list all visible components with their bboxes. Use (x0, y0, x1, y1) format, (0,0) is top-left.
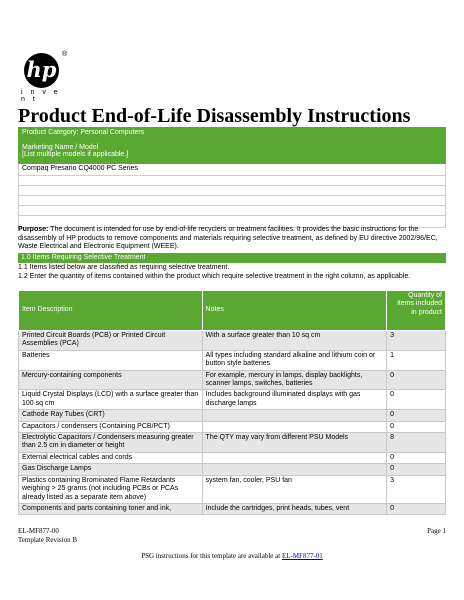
item-quantity: 0 (387, 452, 446, 463)
table-row (19, 370, 446, 390)
section-line-1: 1.1 Items listed below are classified as requiring selective treatment. (18, 264, 230, 271)
item-notes: With a surface greater than 10 sq cm (202, 331, 387, 351)
item-notes (202, 421, 387, 432)
item-quantity: 0 (387, 421, 446, 432)
items-table (18, 290, 446, 515)
hp-logo-tagline: i n v e n t (21, 89, 61, 103)
item-description: Gas Discharge Lamps (19, 464, 203, 475)
item-description: Batteries (19, 350, 203, 370)
table-row (19, 452, 446, 463)
table-row (19, 331, 446, 351)
column-header-description: Item Description (19, 291, 203, 331)
marketing-name-sublabel: [List multiple models if applicable.] (22, 151, 129, 158)
item-description: Liquid Crystal Displays (LCD) with a surface greater than 100 sq cm (19, 390, 203, 410)
table-row (19, 421, 446, 432)
column-header-quantity: Quantity of items included in product (387, 291, 446, 331)
item-description: Cathode Ray Tubes (CRT) (19, 410, 203, 421)
empty-model-row (19, 186, 446, 196)
empty-model-row (19, 176, 446, 186)
footer-psg-note (0, 552, 464, 560)
column-header-notes: Notes (202, 291, 387, 331)
item-description: Capacitors / condensers (Containing PCB/PCT) (19, 421, 203, 432)
table-row (19, 503, 446, 514)
table-row (19, 350, 446, 370)
model-name: Compaq Presario CQ4000 PC Series (22, 165, 138, 172)
section-line-2: 1.2 Enter the quantity of items contained within the product which require selective treatment in the right column, as applicable. (18, 272, 411, 280)
section-intro (18, 264, 446, 281)
product-info-table (18, 127, 446, 228)
item-notes: Includes background illuminated displays with gas discharge lamps (202, 390, 387, 410)
marketing-name-label: Marketing Name / Model (22, 144, 99, 151)
footer-psg-text: PSG instructions for this template are available at (141, 552, 282, 560)
item-quantity: 0 (387, 503, 446, 514)
table-row (19, 464, 446, 475)
footer-doc-info (18, 527, 77, 545)
footer-page-number: Page 1 (427, 527, 446, 535)
table-row (19, 410, 446, 421)
marketing-name-cell (19, 140, 446, 164)
item-description: Electrolytic Capacitors / Condensers measuring greater than 2.5 cm in diameter or height (19, 433, 203, 453)
item-description: External electrical cables and cords (19, 452, 203, 463)
purpose-label: Purpose: (18, 226, 49, 233)
item-description: Printed Circuit Boards (PCB) or Printed Circuit Assemblies (PCA) (19, 331, 203, 351)
section-heading: 1.0 Items Requiring Selective Treatment (18, 253, 446, 263)
footer-doc-id: EL-MF877-00 (18, 527, 59, 535)
registered-mark: ® (62, 51, 68, 58)
item-quantity: 0 (387, 464, 446, 475)
item-quantity: 0 (387, 410, 446, 421)
model-cell (19, 164, 446, 176)
item-quantity: 0 (387, 390, 446, 410)
table-row (19, 433, 446, 453)
item-notes: system fan, cooler, PSU fan (202, 475, 387, 503)
item-description: Plastics containing Brominated Flame Retardants weighing > 25 grams (not including PCBs or PCAs already listed as a separate item above) (19, 475, 203, 503)
item-quantity: 0 (387, 370, 446, 390)
document-title: Product End-of-Life Disassembly Instructions (18, 105, 411, 127)
item-notes: For example, mercury in lamps, display backlights, scanner lamps, switches, batteries (202, 370, 387, 390)
item-quantity: 1 (387, 350, 446, 370)
footer-revision: Template Revision B (18, 536, 78, 544)
table-row (19, 475, 446, 503)
empty-model-row (19, 206, 446, 216)
hp-logo (18, 51, 72, 103)
item-quantity: 3 (387, 331, 446, 351)
item-notes: Include the cartridges, print heads, tubes, vent (202, 503, 387, 514)
item-quantity: 3 (387, 475, 446, 503)
item-notes (202, 464, 387, 475)
item-notes: The QTY may vary from different PSU Models (202, 433, 387, 453)
item-notes: All types including standard alkaline and lithium coin or button style batteries (202, 350, 387, 370)
product-category-cell (19, 128, 446, 140)
product-category-label: Product Category: Personal Computers (22, 129, 145, 136)
item-notes (202, 410, 387, 421)
purpose-paragraph (18, 226, 446, 252)
item-description: Mercury-containing components (19, 370, 203, 390)
hp-logo-mark: hp (26, 57, 57, 82)
empty-model-row (19, 196, 446, 206)
psg-link[interactable]: EL-MF877-01 (281, 552, 323, 560)
item-notes (202, 452, 387, 463)
item-description: Components and parts containing toner and ink, (19, 503, 203, 514)
purpose-text: The document is intended for use by end-of-life recyclers or treatment facilities. It provides the basic instructions for the disassembly of HP products to remove components and materials requiring selective treatment, as defined by EU directive 2002/96/EC, Waste Electrical and Electronic Equipment (WEEE). (18, 226, 438, 251)
item-quantity: 8 (387, 433, 446, 453)
table-row (19, 390, 446, 410)
